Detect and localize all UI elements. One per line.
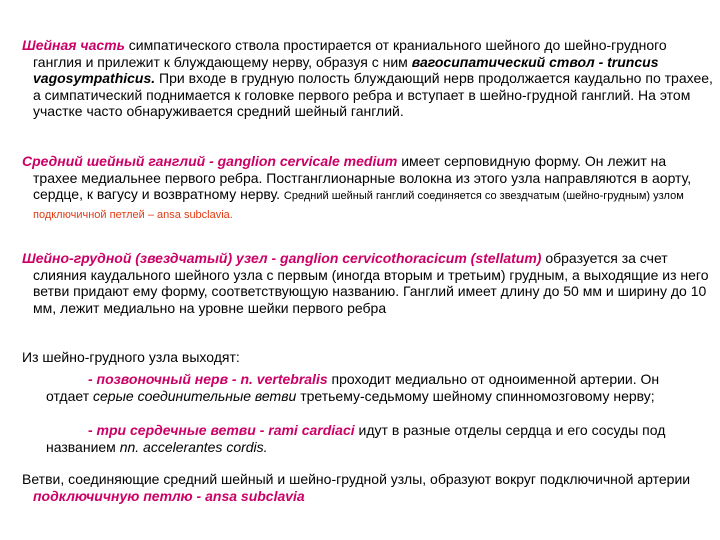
vertebral-nerve-text-2: третьему-седьмому шейному спинномозговому нерву;: [296, 387, 655, 404]
vagosympathetic-trunk-term: вагосипатический ствол - truncus vagosympathicus.: [33, 53, 659, 86]
middle-ganglion-text: имеет серповидную форму. Он лежит на трахее медиальнее первого ребра. Постганглионарные волокна из этого узла направляются в аорту, сердце, к вагусу и возвратному нерву.: [33, 153, 692, 202]
vertebral-nerve-text-1: проходит медиально от одноименной артерии. Он отдает: [46, 371, 660, 404]
middle-ganglion-ansa-subclavia: подключичной петлей – ansa subclavia.: [33, 208, 233, 221]
ansa-subclavia-text: Ветви, соединяющие средний шейный и шейно-грудной узлы, образуют вокруг подключичной артерии: [22, 471, 691, 487]
paragraph-middle-cervical-ganglion: [22, 153, 713, 223]
cervical-part-text-1: симпатического ствола простирается от краниального шейного до шейно-грудного ганглия и прилежит к блуждающему нерву, образуя с ним: [33, 37, 667, 70]
cardiac-branches-text: идут в разные отделы сердца и его сосуды под названием: [46, 422, 666, 455]
paragraph-cervical-part: [22, 37, 713, 120]
vertebral-nerve-title: - позвоночный нерв - n. vertebralis: [88, 371, 328, 387]
cervical-part-text-2: При входе в грудную полость блуждающий нерв продолжается каудально по трахее, а симпатический поднимается к головке первого ребра и вступает в шейно-грудной ганглий. На этом участке часто обнаруживается средний шейный ганглий.: [33, 70, 713, 119]
stellate-ganglion-text: образуется за счет слияния каудального шейного узла с первым (иногда вторым и третьим) грудным, а выходящие из него ветви придают ему форму, соответствующую названию. Ганглий имеет длину до 50 мм и ширину до 10 мм, лежит медиально на уровне шейки первого ребра: [33, 250, 709, 316]
paragraph-stellate-ganglion: [22, 250, 713, 316]
cervical-part-title: Шейная часть: [22, 37, 125, 53]
accelerantes-cordis-term: nn. accelerantes cordis.: [119, 438, 268, 455]
stellate-ganglion-title: Шейно-грудной (звездчатый) узел - ganglion cervicothoracicum (stellatum): [22, 250, 542, 266]
paragraph-branches-intro: [22, 349, 713, 366]
paragraph-ansa-subclavia: [22, 471, 713, 504]
branches-intro-text: Из шейно-грудного узла выходят:: [22, 349, 240, 365]
middle-ganglion-small-text: Средний шейный ганглий соединяется со звездчатым (шейно-грудным) узлом: [283, 190, 684, 202]
middle-ganglion-title: Средний шейный ганглий - ganglion cervicale medium: [22, 153, 398, 169]
ansa-subclavia-term: подключичную петлю - ansa subclavia: [33, 487, 305, 504]
gray-rami-term: серые соединительные ветви: [93, 387, 297, 404]
cardiac-branches-title: - три сердечные ветви - rami cardiaci: [88, 422, 355, 438]
paragraph-vertebral-nerve: [22, 371, 706, 404]
paragraph-cardiac-branches: [22, 422, 706, 455]
